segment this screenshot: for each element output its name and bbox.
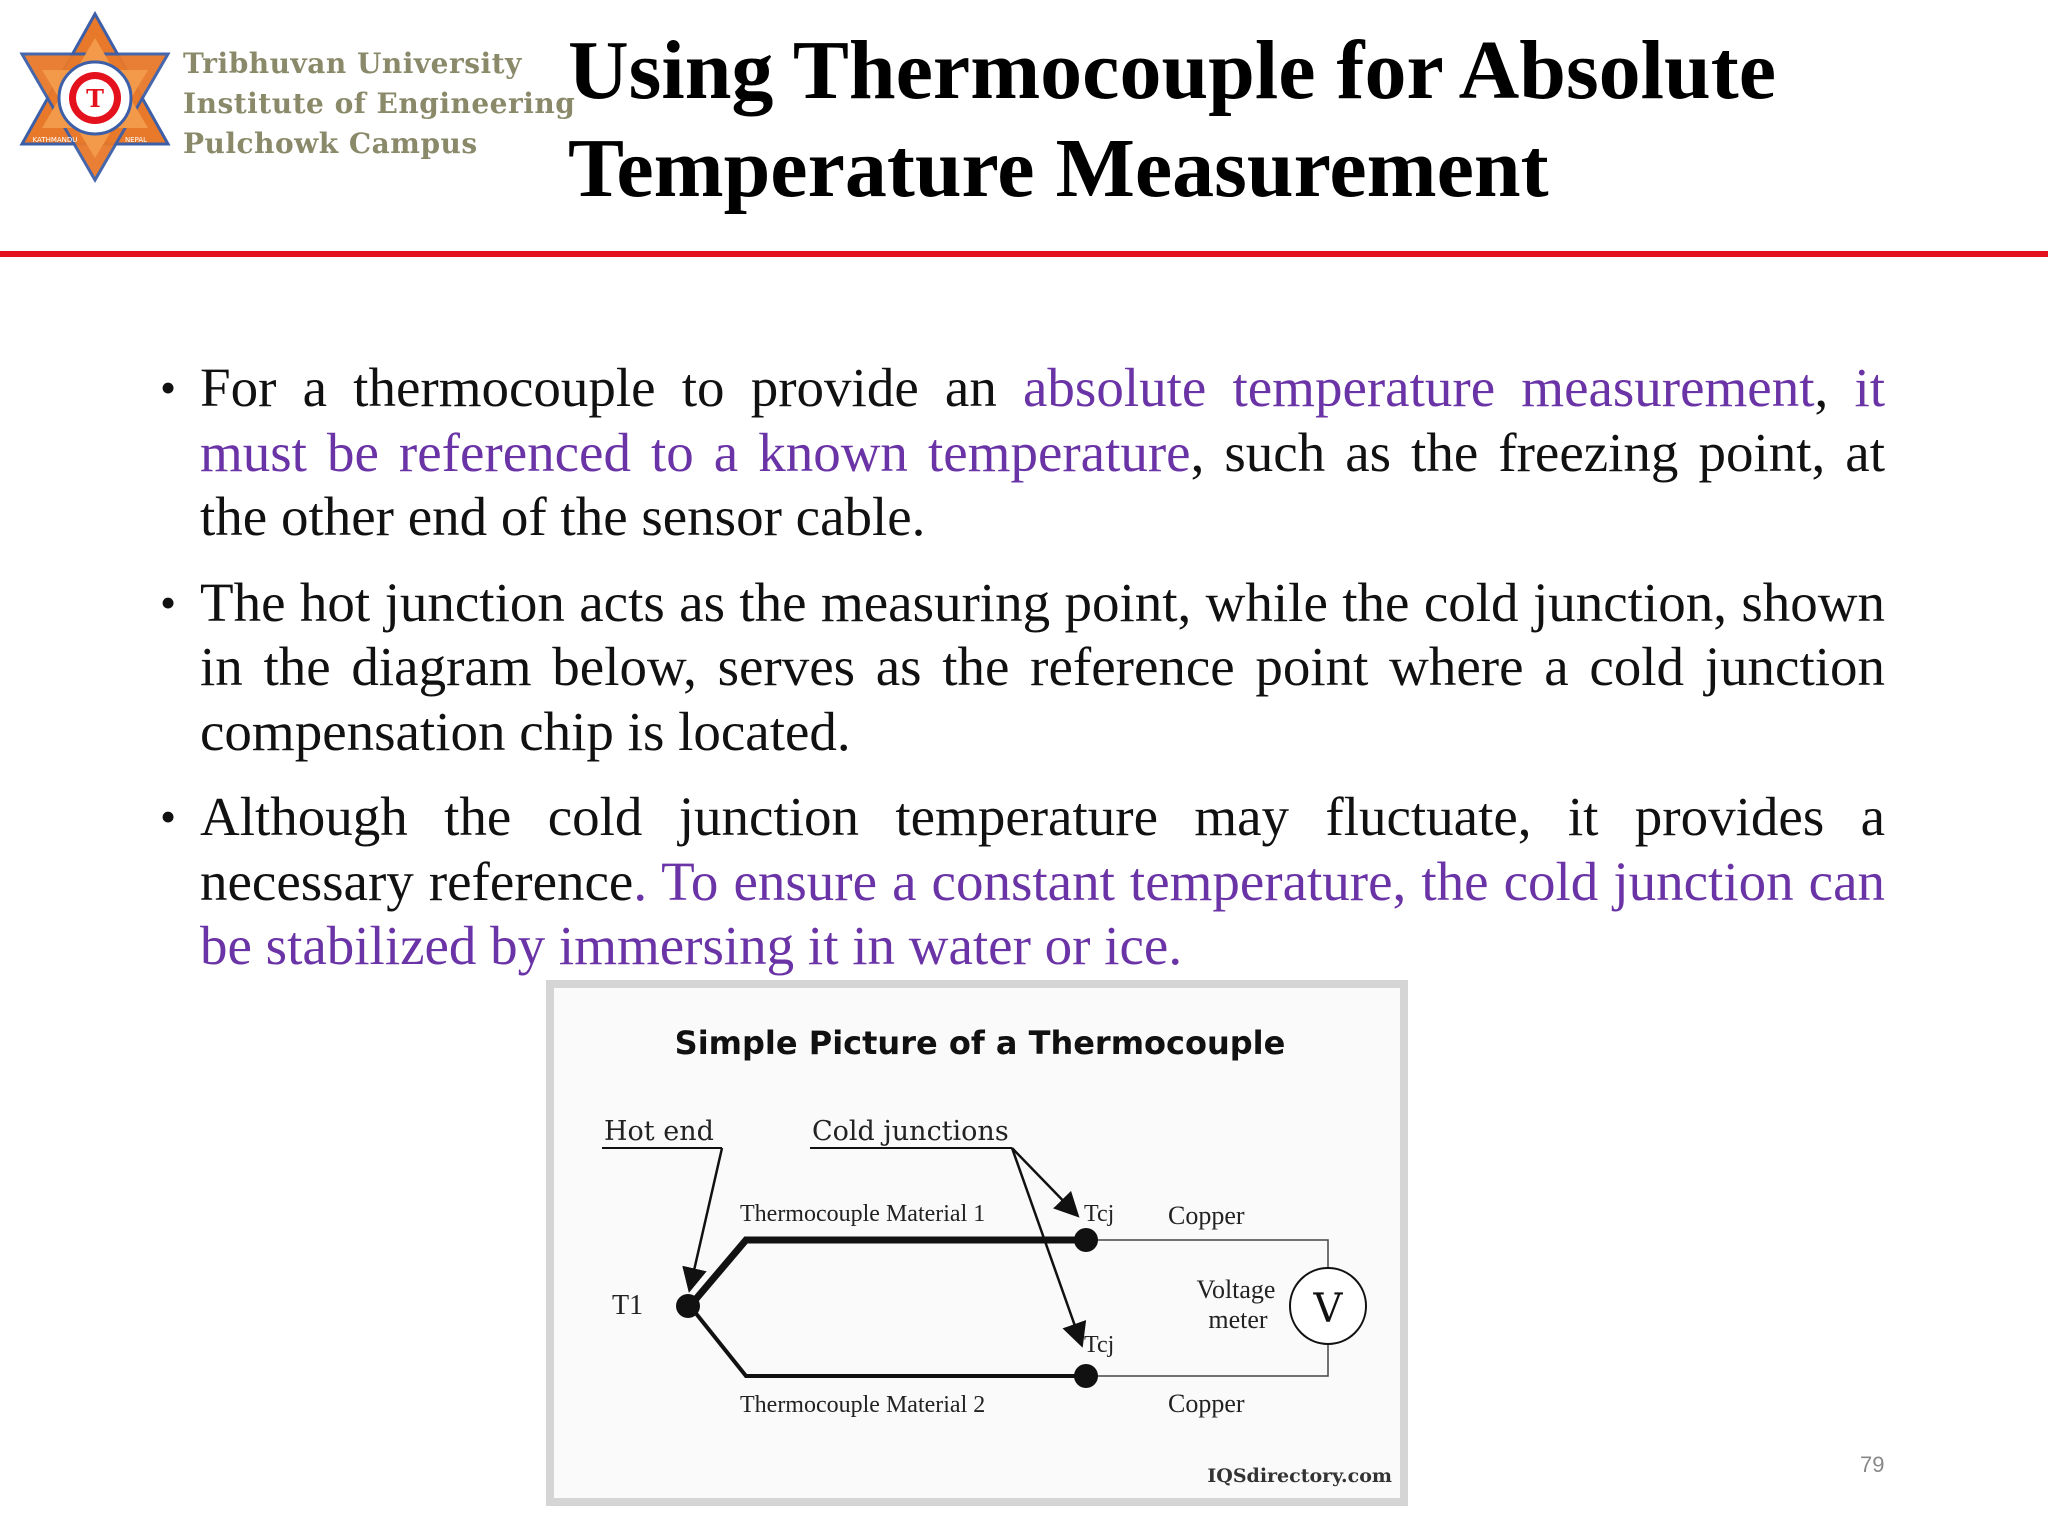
bullet-marker: • [160,791,177,842]
copper-top-label: Copper [1168,1201,1245,1230]
meter-label: meter [1208,1305,1268,1334]
bullet-item [160,785,1885,979]
slide-title-line-2: Temperature Measurement [568,122,1549,215]
slide-title-line-1: Using Thermocouple for Absolute [568,24,1776,117]
institution-line-institute: Institute of Engineering [183,87,576,120]
hot-end-label: Hot end [604,1116,714,1147]
svg-text:T: T [86,84,104,113]
bullet-text: The hot junction acts as the measuring point, while the cold junction, shown in the diagram below, serves as the reference point where a cold junction compensation chip is located. [200,571,1885,762]
material-2-label: Thermocouple Material 2 [740,1392,986,1418]
institution-line-university: Tribhuvan University [183,47,522,80]
bullet-text: For a thermocouple to provide an absolute temperature measurement, it must be referenced to a known temperature, such as the freezing point, at the other end of the sensor cable. [200,357,1885,547]
t1-label: T1 [612,1290,644,1321]
slide-title [568,22,2028,218]
image-credit: IQSdirectory.com [1207,1465,1392,1487]
cold-junction-arrow-bottom [1012,1148,1081,1343]
cold-junctions-label: Cold junctions [812,1116,1009,1147]
bullet-item [160,356,1885,550]
copper-wire-bottom [1086,1344,1328,1376]
material-1-label: Thermocouple Material 1 [740,1201,986,1227]
voltmeter-v: V [1313,1286,1343,1332]
diagram-canvas [554,988,1400,1498]
material-2-wire [690,1306,1086,1376]
cold-junction-arrow-top [1012,1148,1076,1214]
hot-end-arrow [690,1148,722,1288]
svg-text:KATHMANDU: KATHMANDU [32,136,78,144]
bullet-item [160,571,1885,765]
svg-text:NEPAL: NEPAL [124,136,148,144]
bullet-marker: • [160,362,177,413]
institution-line-campus: Pulchowk Campus [183,127,478,160]
bullet-text: Although the cold junction temperature may fluctuate, it provides a necessary reference. To ensure a constant temperature, the cold junction can be stabilized by immersing it in water or ice. [200,786,1885,976]
copper-bottom-label: Copper [1168,1389,1245,1418]
tcj-bottom-label: Tcj [1084,1332,1115,1358]
cold-junction-dot-top [1074,1228,1098,1252]
university-logo [10,10,180,185]
page-number: 79 [1860,1452,1885,1477]
copper-wire-top [1086,1240,1328,1270]
voltage-label: Voltage [1196,1275,1276,1304]
hot-junction-dot [676,1294,700,1318]
thermocouple-diagram [546,980,1408,1506]
diagram-title: Simple Picture of a Thermocouple [674,1024,1286,1062]
institution-name [183,44,575,164]
material-1-wire [690,1240,1086,1306]
title-divider [0,251,2048,257]
bullet-marker: • [160,576,177,628]
bullet-list [160,356,1885,1000]
cold-junction-dot-bottom [1074,1364,1098,1388]
tcj-top-label: Tcj [1084,1201,1115,1227]
